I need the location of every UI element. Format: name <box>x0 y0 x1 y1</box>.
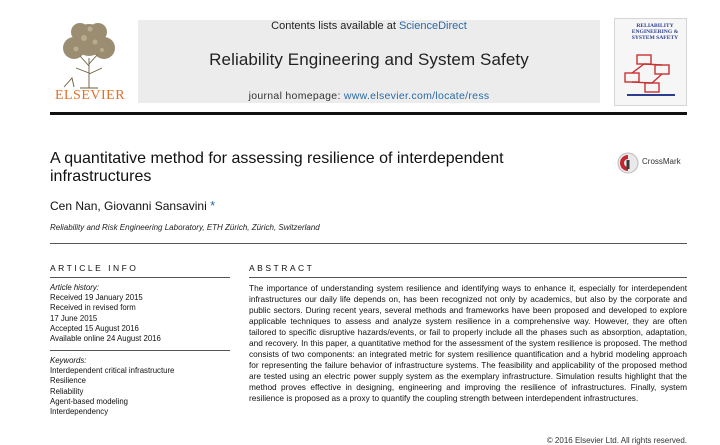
journal-banner <box>138 20 600 103</box>
homepage-prefix: journal homepage: <box>248 90 341 102</box>
header-rule <box>50 112 687 115</box>
article-title: A quantitative method for assessing resilience of interdependent infrastructures <box>50 150 504 185</box>
history-line: Received in revised form <box>50 303 136 313</box>
history-line: Received 19 January 2015 <box>50 293 143 303</box>
keyword-item: Reliability <box>50 386 84 396</box>
abstract-heading: ABSTRACT <box>249 263 315 273</box>
elsevier-wordmark[interactable]: ELSEVIER <box>54 88 126 103</box>
cover-title: RELIABILITY ENGINEERING & SYSTEM SAFETY <box>631 23 679 41</box>
divider <box>50 243 687 244</box>
crossmark-icon[interactable] <box>617 152 639 174</box>
keyword-item: Resilience <box>50 376 86 386</box>
keyword-item: Agent-based modeling <box>50 396 129 406</box>
journal-cover-icon[interactable] <box>614 18 687 106</box>
keyword-item: Interdependency <box>50 407 109 417</box>
keyword-item: Interdependent critical infrastructure <box>50 366 175 376</box>
crossmark-label: CrossMark <box>642 157 681 166</box>
author-names[interactable]: Cen Nan, Giovanni Sansavini <box>50 199 207 213</box>
copyright-notice: © 2016 Elsevier Ltd. All rights reserved. <box>546 436 687 445</box>
history-line: Accepted 15 August 2016 <box>50 323 139 333</box>
homepage-line <box>138 90 600 102</box>
sciencedirect-link[interactable]: ScienceDirect <box>398 20 467 32</box>
crossmark-badge[interactable] <box>617 152 692 174</box>
history-line: Available online 24 August 2016 <box>50 334 161 344</box>
article-history <box>50 283 230 344</box>
article-info-heading: ARTICLE INFO <box>50 263 139 273</box>
corresponding-author-mark[interactable]: * <box>210 198 216 213</box>
keywords <box>50 356 230 417</box>
history-label: Article history: <box>50 283 99 292</box>
history-line: 17 June 2015 <box>50 313 98 323</box>
abstract-body: The importance of understanding system resilience and identifying ways to enhance it, especially for interdependent infrastructures our daily life depends on, has been recognized not only by academics, but also by the corporate and public sectors. During recent years, several methods and frameworks have been proposed and developed to explore applicable techniques to assess and analyze system resilience in a comprehensive way. However, they are often tailored to specific disruptive hazards/events, or fail to properly include all the phases such as absorption, adaptation, and recovery. In this paper, a quantitative method for the assessment of the system resilience is proposed. The method consists of two components: an integrated metric for system resilience quantification and a hybrid modeling approach for representing the failure behavior of infrastructure systems. The feasibility and applicability of the proposed method are tested using an electric power supply system as the exemplary infrastructure. Simulation results highlight that the method proves effective in designing, engineering and improving the resilience of infrastructures. Finally, system resilience is proposed as a proxy to quantify the coupling strength between interdependent infrastructures. <box>249 283 687 403</box>
keywords-label: Keywords: <box>50 356 87 365</box>
affiliation: Reliability and Risk Engineering Laboratory, ETH Zürich, Zürich, Switzerland <box>50 223 320 232</box>
divider <box>50 277 230 278</box>
journal-title[interactable]: Reliability Engineering and System Safety <box>209 50 529 69</box>
divider <box>249 277 687 278</box>
journal-homepage-link[interactable]: www.elsevier.com/locate/ress <box>343 90 490 102</box>
contents-prefix: Contents lists available at <box>271 20 396 32</box>
divider <box>50 350 230 351</box>
contents-line <box>138 20 600 32</box>
author-list <box>50 198 215 213</box>
